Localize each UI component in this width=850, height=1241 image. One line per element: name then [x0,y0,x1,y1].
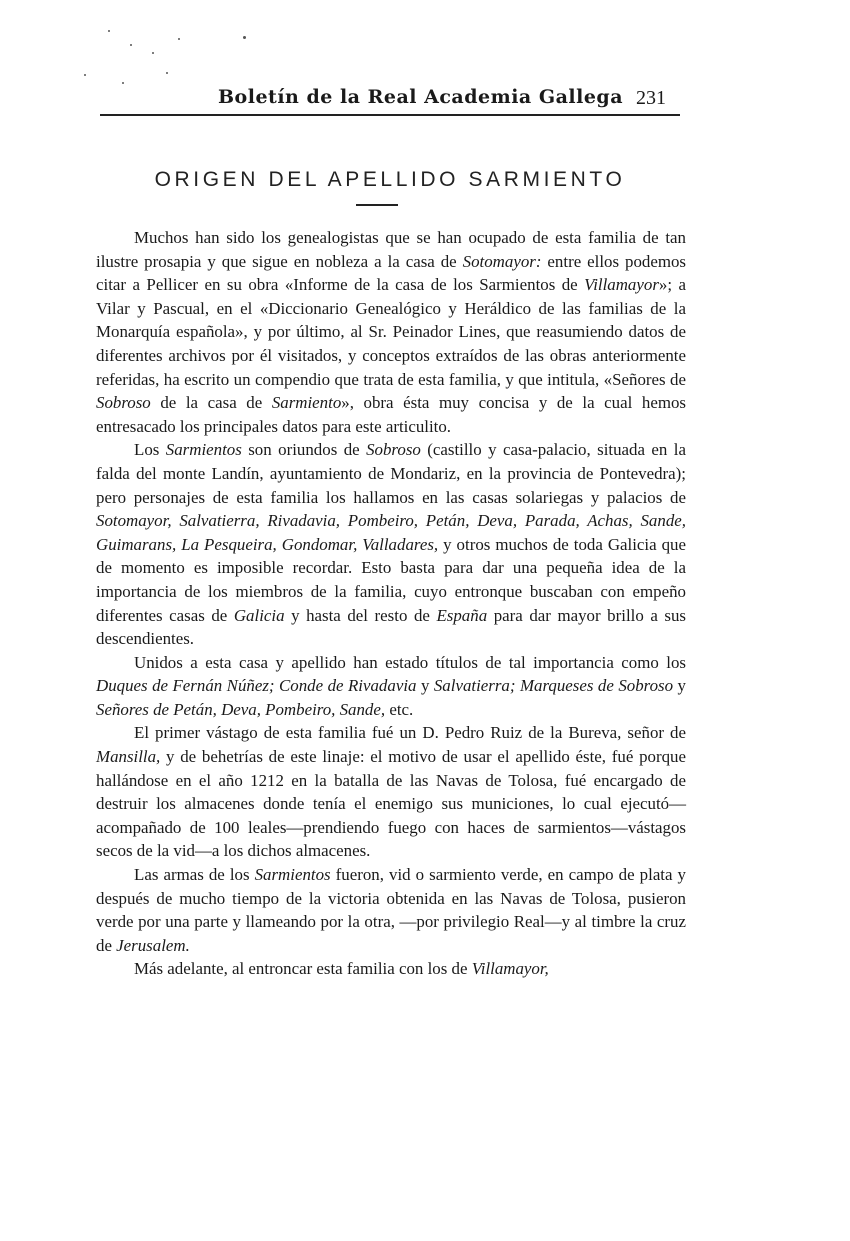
italic-text: Jerusalem. [116,935,190,955]
italic-text: Sarmientos [254,865,331,885]
text-run: y de behetrías de este linaje: el motivo de usar el apellido éste, fué porque hallándose en el año 1212 en la batalla de las Navas de Tolosa, fué encargado de destruir los almacenes donde tenía el enemigo sus municiones, lo cual ejecutó—acompañado de 100 leales—prendiendo fuego con haces de sarmientos—vástagos secos de la vid—a los dichos almacenes. [96,747,686,861]
italic-text: Sobroso [96,393,151,413]
text-run: y [416,676,434,696]
title-divider [356,204,398,206]
italic-text: Sotomayor: [462,251,542,271]
paragraph [96,863,686,957]
paragraph [96,438,686,650]
italic-text: Duques de Fernán Núñez; Conde de Rivadavia [96,676,417,696]
text-run: y otros muchos de toda Galicia que de momento es imposible recordar. Esto basta para dar una pequeña idea de la importancia de los miembros de la familia, cuyo entronque buscaban con empeño diferentes casas de [96,534,686,625]
article-body [96,226,686,981]
italic-text: Sarmiento [271,393,342,413]
italic-text: Villamayor [584,275,659,295]
italic-text: Sobroso [366,440,421,460]
text-run: Las armas de los [134,865,255,885]
text-run: fueron, vid o sarmiento verde, en campo de plata y después de mucho tiempo de la victoria obtenida en las Navas de Tolosa, pusieron verde por una parte y llameando por la otra, —por privilegio Real—y al timbre la cruz de [96,865,686,955]
text-run: Muchos han sido los genealogistas que se han ocupado de esta familia de tan ilustre prosapia y que sigue en nobleza a la casa de [96,228,686,271]
text-run: y hasta del resto de [284,605,437,625]
text-run: El primer vástago de esta familia fué un D. Pedro Ruiz de la Bureva, señor de [134,723,686,743]
text-run: entre ellos podemos citar a Pellicer en su obra «Informe de la casa de los Sarmientos de [96,251,686,295]
text-run: etc. [385,699,414,719]
text-run: y [673,676,686,696]
paragraph [96,721,686,863]
text-run: para dar mayor brillo a sus descendientes. [96,605,686,649]
text-run: Los [134,440,166,460]
italic-text: Sotomayor, Salvatierra, Rivadavia, Pombeiro, Petán, Deva, Parada, Achas, Sande, Guimarans, La Pesqueira, Gondomar, Valladares, [96,511,686,554]
text-run: »; a Vilar y Pascual, en el «Diccionario Genealógico y Heráldico de las familias de la Monarquía española», y por último, al Sr. Peinador Lines, que reasumiendo datos de diferentes archivos por él visitados, y conceptos extraídos de las obras anteriormente referidas, ha escrito un compendio que trata de esta familia, y que intitula, «Señores de [96,275,686,389]
text-run: Más adelante, al entroncar esta familia con los de [134,959,472,979]
text-run: de la casa de [150,393,272,413]
italic-text: Galicia [233,605,285,625]
article-title: ORIGEN DEL APELLIDO SARMIENTO [154,168,626,191]
text-run: son oriundos de [241,440,367,460]
italic-text: Mansilla, [96,747,161,767]
text-run: Unidos a esta casa y apellido han estado títulos de tal importancia como los [134,652,686,672]
paragraph [96,226,686,438]
italic-text: Señores de Petán, Deva, Pombeiro, Sande, [96,699,386,719]
italic-text: España [436,605,488,625]
running-title: Boletín de la Real Academia Gallega [218,86,624,108]
page-number: 231 [636,87,666,109]
italic-text: Salvatierra; Marqueses de Sobroso [433,676,674,696]
paragraph [96,651,686,722]
text-run: (castillo y casa-palacio, situada en la falda del monte Landín, ayuntamiento de Mondariz, en la provincia de Pontevedra); pero personajes de esta familia los hallamos en las casas solariegas y palacios de [96,440,686,507]
paragraph [96,957,686,981]
page-header [100,86,680,116]
italic-text: Villamayor, [471,959,549,979]
italic-text: Sarmientos [165,440,242,460]
text-run: », obra ésta muy concisa y de la cual hemos entresacado los principales datos para este articulito. [96,393,686,436]
